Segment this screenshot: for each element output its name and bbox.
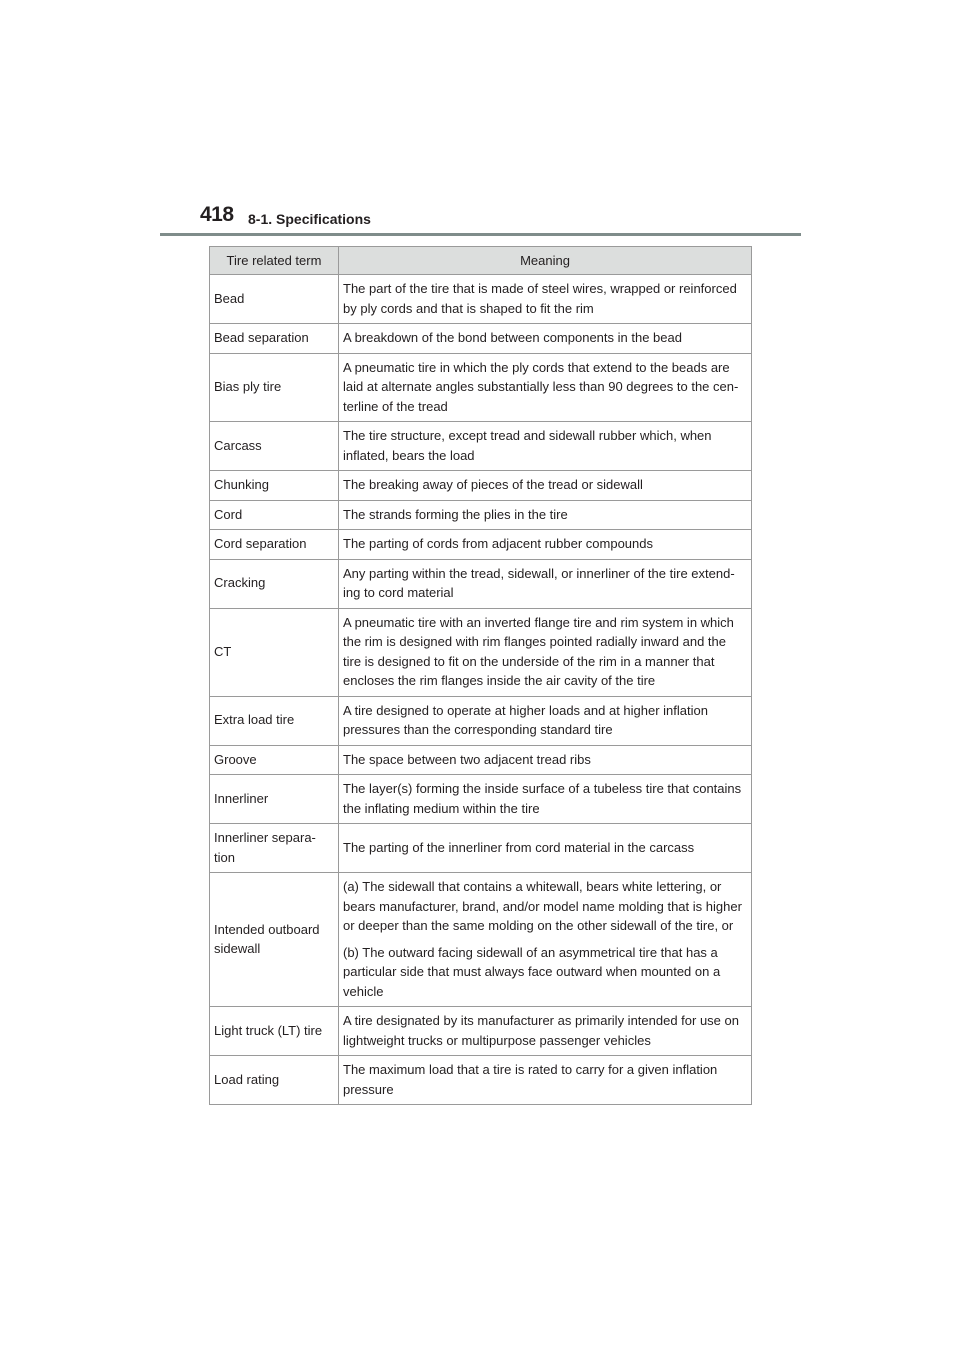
table-row xyxy=(210,353,752,422)
meaning-paragraph: A tire designed to operate at higher loads and at higher inflation pressures than the corresponding standard tire xyxy=(343,702,708,737)
term-cell: CT xyxy=(210,608,339,696)
meaning-cell xyxy=(339,1007,752,1056)
term-cell: Bead separation xyxy=(210,324,339,354)
meaning-paragraph: The breaking away of pieces of the tread or sidewall xyxy=(343,477,643,492)
meaning-cell xyxy=(339,559,752,608)
term-cell: Innerliner xyxy=(210,775,339,824)
column-header-meaning: Meaning xyxy=(339,247,752,275)
meaning-cell xyxy=(339,775,752,824)
table-row xyxy=(210,608,752,696)
meaning-cell xyxy=(339,824,752,873)
table-header-row xyxy=(210,247,752,275)
meaning-cell xyxy=(339,530,752,560)
meaning-paragraph: The tire structure, except tread and sidewall rubber which, when inflated, bears the load xyxy=(343,428,712,463)
meaning-paragraph: A breakdown of the bond between components in the bead xyxy=(343,330,682,345)
meaning-cell xyxy=(339,696,752,745)
term-cell: Carcass xyxy=(210,422,339,471)
tire-terms-table xyxy=(209,246,752,1105)
meaning-paragraph: The strands forming the plies in the tire xyxy=(343,506,568,522)
table-row xyxy=(210,500,752,530)
table-body xyxy=(210,275,752,1105)
meaning-cell xyxy=(339,471,752,501)
table-row xyxy=(210,696,752,745)
term-cell: Light truck (LT) tire xyxy=(210,1007,339,1056)
meaning-paragraph: A pneumatic tire with an inverted flange tire and rim system in which the rim is designed with rim flanges pointed radially inward and the tire is designed to fit on the underside of the rim in a manner that encloses the rim flanges inside the air cavity of the tire xyxy=(343,614,734,688)
table-row xyxy=(210,275,752,324)
page-number: 418 xyxy=(200,203,234,226)
meaning-cell xyxy=(339,275,752,324)
meaning-cell xyxy=(339,873,752,1007)
meaning-cell xyxy=(339,1056,752,1105)
term-cell: Innerliner separa- tion xyxy=(210,824,339,873)
term-cell: Bead xyxy=(210,275,339,324)
meaning-paragraph: The maximum load that a tire is rated to carry for a given inflation pressure xyxy=(343,1062,718,1097)
table-row xyxy=(210,324,752,354)
meaning-paragraph: The layer(s) forming the inside surface of a tubeless tire that contains the inflating medium within the tire xyxy=(343,781,742,816)
meaning-cell xyxy=(339,608,752,696)
table-row xyxy=(210,1056,752,1105)
meaning-cell xyxy=(339,324,752,354)
header-divider xyxy=(160,233,801,236)
meaning-paragraph: (b) The outward facing sidewall of an asymmetrical tire that has a particular side that must always face outward when mounted on a vehicle xyxy=(343,944,721,999)
meaning-paragraph: Any parting within the tread, sidewall, or innerliner of the tire extend- ing to cord material xyxy=(343,565,735,600)
meaning-paragraph: The space between two adjacent tread ribs xyxy=(343,751,591,767)
meaning-cell xyxy=(339,500,752,530)
meaning-paragraph: The part of the tire that is made of steel wires, wrapped or reinforced by ply cords and that is shaped to fit the rim xyxy=(343,281,737,316)
meaning-paragraph: A tire designated by its manufacturer as primarily intended for use on lightweight trucks or multipurpose passenger vehicles xyxy=(343,1013,739,1048)
table-row xyxy=(210,530,752,560)
meaning-cell xyxy=(339,353,752,422)
table-row xyxy=(210,422,752,471)
table-row xyxy=(210,1007,752,1056)
meaning-paragraph: The parting of cords from adjacent rubber compounds xyxy=(343,536,654,551)
meaning-paragraph: The parting of the innerliner from cord material in the carcass xyxy=(343,839,695,855)
table-row xyxy=(210,873,752,1007)
table-row xyxy=(210,745,752,775)
meaning-cell xyxy=(339,745,752,775)
meaning-paragraph: (a) The sidewall that contains a whitewall, bears white lettering, or bears manufacturer, brand, and/or model name molding that is higher or deeper than the same molding on the other sidewall of the tire, or xyxy=(343,879,742,933)
term-cell: Intended outboard sidewall xyxy=(210,873,339,1007)
table-row xyxy=(210,471,752,501)
table-row xyxy=(210,559,752,608)
term-cell: Load rating xyxy=(210,1056,339,1105)
term-cell: Cord xyxy=(210,500,339,530)
section-title: 8-1. Specifications xyxy=(248,211,371,227)
column-header-term: Tire related term xyxy=(210,247,339,275)
term-cell: Bias ply tire xyxy=(210,353,339,422)
term-cell: Cracking xyxy=(210,559,339,608)
meaning-paragraph: A pneumatic tire in which the ply cords that extend to the beads are laid at alternate angles substantially less than 90 degrees to the cen- terline of the tread xyxy=(343,359,739,414)
meaning-cell xyxy=(339,422,752,471)
term-cell: Cord separation xyxy=(210,530,339,560)
term-cell: Extra load tire xyxy=(210,696,339,745)
table-row xyxy=(210,775,752,824)
term-cell: Chunking xyxy=(210,471,339,501)
table-row xyxy=(210,824,752,873)
term-cell: Groove xyxy=(210,745,339,775)
